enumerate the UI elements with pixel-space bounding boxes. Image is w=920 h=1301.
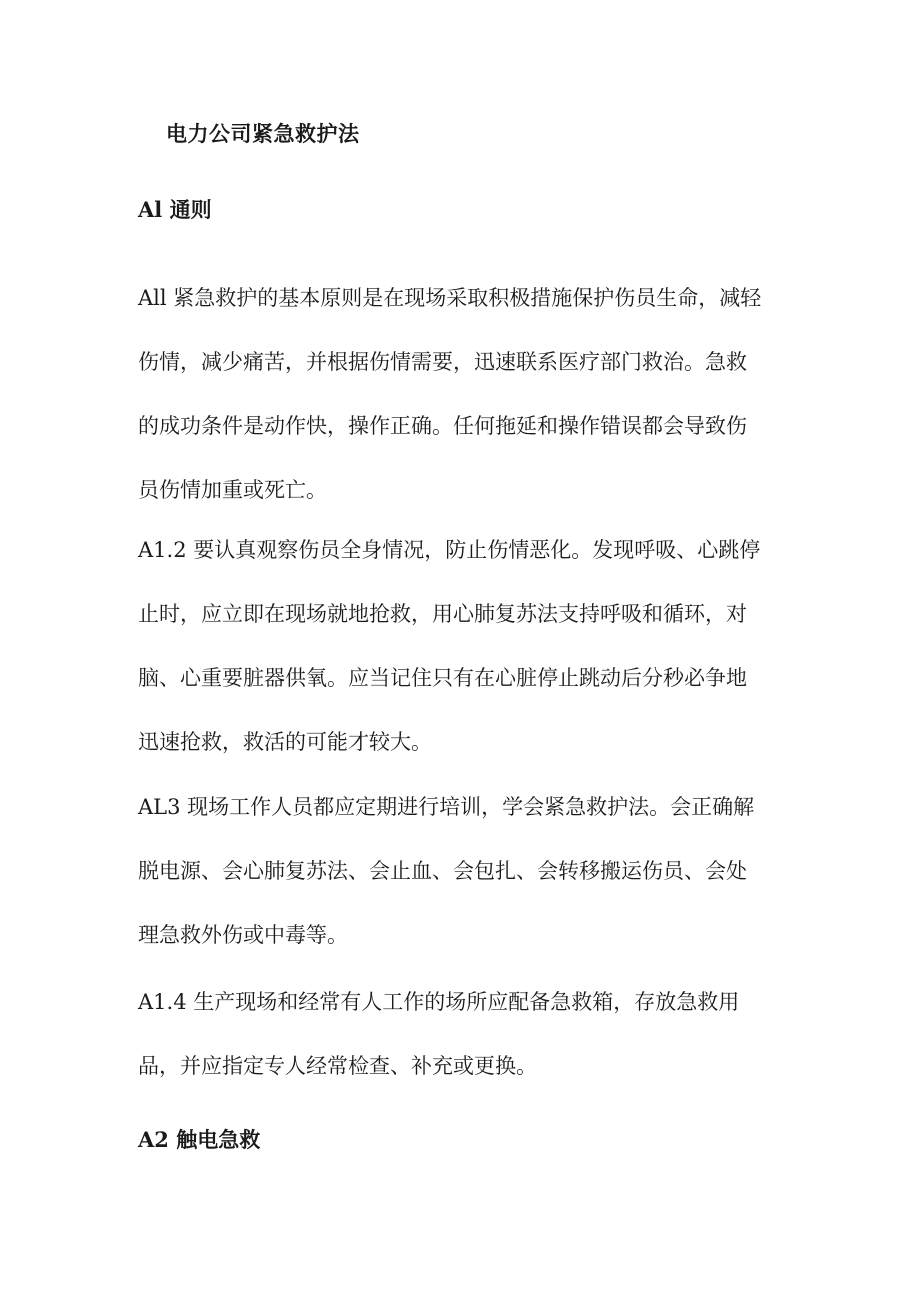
- paragraph-a11: [138, 266, 788, 522]
- document-title: 电力公司紧急救护法: [166, 121, 360, 146]
- text-line: 迅速抢救，救活的可能才较大。: [138, 730, 432, 754]
- text-line: 伤情，减少痛苦，并根据伤情需要，迅速联系医疗部门救治。急救: [138, 350, 747, 374]
- text-line: 员伤情加重或死亡。: [138, 478, 327, 502]
- paragraph-a13: [138, 775, 788, 967]
- section-heading-a1: Al 通则: [138, 197, 212, 222]
- paragraph-a14: [138, 970, 788, 1098]
- text-line: 脑、心重要脏器供氧。应当记住只有在心脏停止跳动后分秒必争地: [138, 666, 747, 690]
- text-line: 品，并应指定专人经常检查、补充或更换。: [138, 1054, 537, 1078]
- paragraph-a12: [138, 518, 788, 774]
- text-line: 理急救外伤或中毒等。: [138, 923, 348, 947]
- text-line: AL3 现场工作人员都应定期进行培训，学会紧急救护法。会正确解: [138, 795, 755, 819]
- text-line: 的成功条件是动作快，操作正确。任何拖延和操作错误都会导致伤: [138, 414, 747, 438]
- text-line: 止时，应立即在现场就地抢救，用心肺复苏法支持呼吸和循环，对: [138, 602, 747, 626]
- section-heading-a2: A2 触电急救: [138, 1127, 261, 1152]
- text-line: All 紧急救护的基本原则是在现场采取积极措施保护伤员生命，减轻: [138, 286, 762, 310]
- text-line: A1.4 生产现场和经常有人工作的场所应配备急救箱，存放急救用: [138, 990, 740, 1014]
- text-line: A1.2 要认真观察伤员全身情况，防止伤情恶化。发现呼吸、心跳停: [138, 538, 761, 562]
- text-line: 脱电源、会心肺复苏法、会止血、会包扎、会转移搬运伤员、会处: [138, 859, 747, 883]
